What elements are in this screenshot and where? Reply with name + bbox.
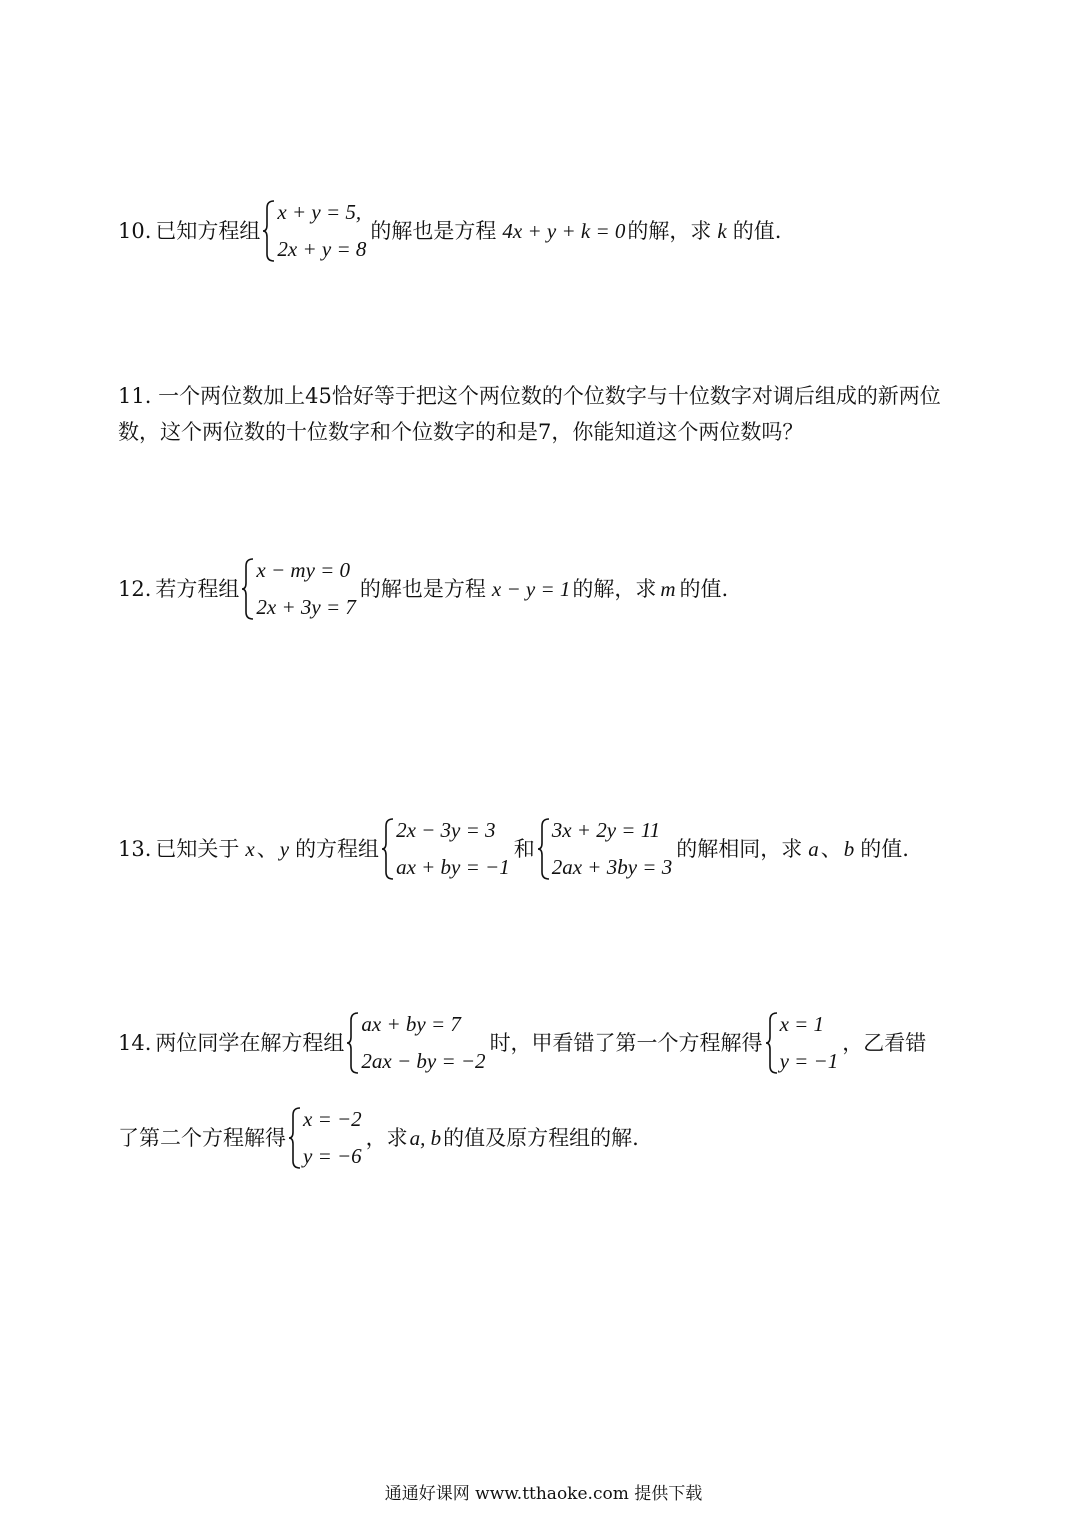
problem-text: 数，这个两位数的十位数字和个位数字的和是7，你能知道这个两位数吗？ [118, 420, 804, 444]
brace-icon [262, 200, 276, 262]
equation: y = −6 [303, 1144, 362, 1168]
equation: 4x + y + k = 0 [502, 218, 626, 243]
equation: x = 1 [779, 1012, 825, 1036]
problem-text: 若方程组 [155, 576, 240, 601]
problem-text: 的解也是方程 [359, 576, 486, 601]
brace-icon [288, 1107, 302, 1169]
problem-text: 已知方程组 [155, 218, 261, 243]
solution-system [765, 1012, 839, 1074]
problem-text: 、 [820, 836, 842, 861]
variable: a, b [409, 1125, 442, 1150]
problem-14-continued [118, 1107, 639, 1169]
problem-12 [118, 558, 728, 620]
problem-number: 11. [118, 384, 152, 408]
equation: 3x + 2y = 11 [551, 818, 661, 842]
variable: k [717, 218, 727, 243]
equation: 2x + y = 8 [277, 237, 367, 261]
problem-text: 的解也是方程 [370, 218, 497, 243]
problem-number: 12. [118, 576, 152, 601]
equation: x = −2 [303, 1107, 362, 1131]
problem-13 [118, 818, 909, 880]
equation-system [346, 1012, 485, 1074]
equation: ax + by = −1 [396, 855, 510, 879]
problem-number: 14. [118, 1030, 152, 1055]
problem-number: 10. [118, 218, 152, 243]
problem-text: 的解，求 [572, 576, 657, 601]
problem-text: 的解相同，求 [676, 836, 803, 861]
equation-system [241, 558, 355, 620]
equation-system [537, 818, 672, 880]
variable: b [843, 836, 855, 861]
problem-text: 一个两位数加上45恰好等于把这个两位数的个位数字与十位数字对调后组成的新两位 [158, 384, 941, 408]
problem-11 [118, 378, 978, 450]
equation: x − y = 1 [491, 576, 571, 601]
problem-text: 的方程组 [295, 836, 380, 861]
solution-system [288, 1107, 362, 1169]
variable: x [245, 836, 255, 861]
problem-14 [118, 1012, 926, 1074]
equation: ax + by = 7 [361, 1012, 461, 1036]
equation-system [381, 818, 510, 880]
problem-text: ，乙看错 [842, 1030, 927, 1055]
problem-text: 时，甲看错了第一个方程解得 [489, 1030, 763, 1055]
problem-text: 的值. [732, 218, 782, 243]
equation: 2ax − by = −2 [361, 1049, 486, 1073]
equation: 2ax + 3by = 3 [551, 855, 673, 879]
problem-text: 的值及原方程组的解. [443, 1125, 639, 1150]
footer-watermark: 通通好课网 www.tthaoke.com 提供下载 [384, 1484, 703, 1504]
equation: 2x + 3y = 7 [256, 595, 356, 619]
problem-text: ，求 [365, 1125, 408, 1150]
problem-text: 的解，求 [627, 218, 712, 243]
equation: x + y = 5, [277, 200, 362, 224]
variable: a [808, 836, 819, 861]
equation: 2x − 3y = 3 [396, 818, 496, 842]
problem-text: 的值. [679, 576, 729, 601]
equation: x − my = 0 [256, 558, 351, 582]
problem-text: 、 [256, 836, 278, 861]
problem-text: 和 [513, 836, 535, 861]
problem-10 [118, 200, 781, 262]
problem-text: 两位同学在解方程组 [155, 1030, 345, 1055]
brace-icon [241, 558, 255, 620]
problem-text: 已知关于 [155, 836, 240, 861]
brace-icon [537, 818, 551, 880]
problem-number: 13. [118, 836, 152, 861]
brace-icon [381, 818, 395, 880]
equation: y = −1 [779, 1049, 839, 1073]
variable: m [660, 576, 676, 601]
problem-text: 的值. [860, 836, 909, 861]
variable: y [279, 836, 290, 861]
equation-system [262, 200, 366, 262]
problem-text: 了第二个方程解得 [118, 1125, 286, 1150]
brace-icon [346, 1012, 360, 1074]
brace-icon [765, 1012, 779, 1074]
